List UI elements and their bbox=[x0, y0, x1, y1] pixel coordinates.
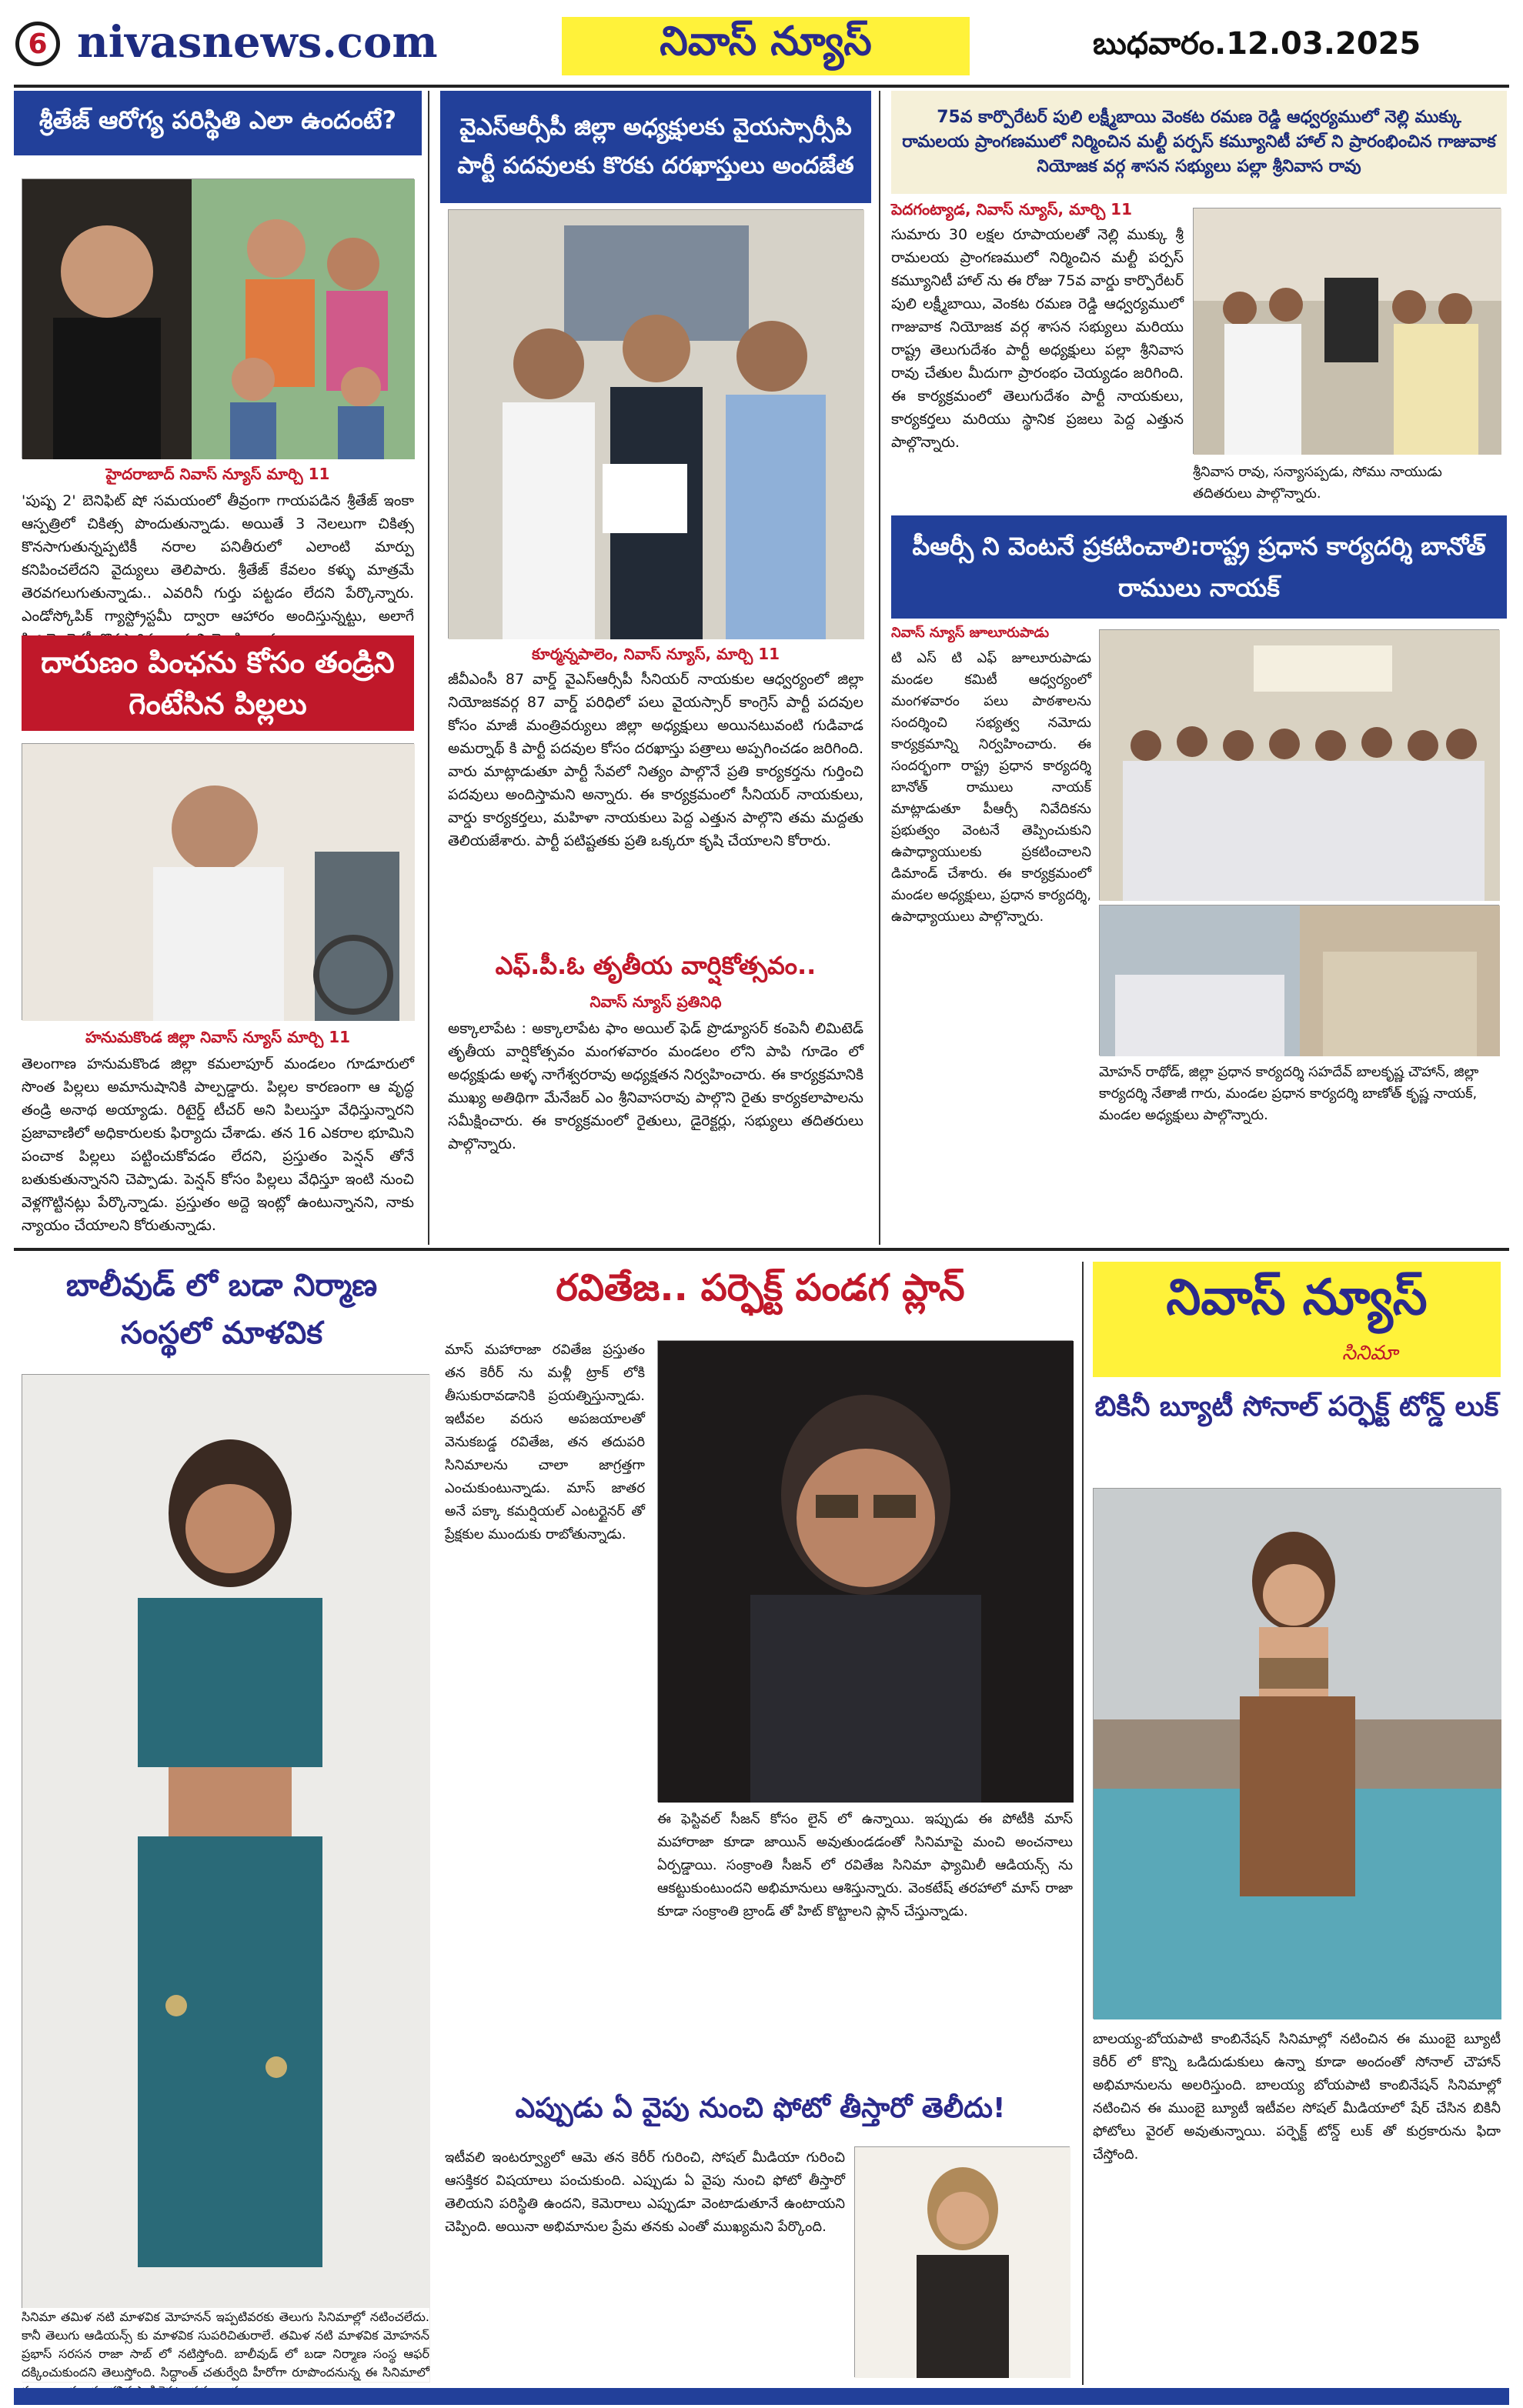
col1-headline: శ్రీతేజ్ ఆరోగ్య పరిస్థితి ఎలా ఉందంటే? bbox=[14, 91, 422, 155]
raviteja-photo bbox=[657, 1340, 1073, 1802]
cinema-headline-4: బికినీ బ్యూటీ సోనాల్ పర్ఫెక్ట్ టోన్డ్ లుక్ bbox=[1094, 1391, 1499, 1422]
elderly-man-art bbox=[22, 744, 415, 1021]
ysrcp-photo-art bbox=[449, 210, 864, 639]
col2-body-2: అక్కాలాపేట : అక్కాలాపేట ఫాం అయిల్ ఫెడ్ ప్రొడ్యూసర్ కంపెనీ లిమిటెడ్ తృతీయ వార్షికోత్సవం మంగళవారం మండలం లోని పాపి గూడెం లో అధ్యక్షుడు అళ్ళ నాగేశ్వరరావు అధ్యక్షతన నిర్వహించారు. ఈ కార్యక్రమానికి ముఖ్య అతిథిగా మేనేజర్ ఎం శ్రీనివాసరావు పాల్గొని రైతు కార్యకలాపాలను సమీక్షించారు. ఈ కార్యక్రమంలో రైతులు, డైరెక్టర్లు, సభ్యులు తదితరులు పాల్గొన్నారు. bbox=[448, 1020, 863, 1152]
page-number-badge bbox=[15, 22, 60, 66]
col2-headline-2: ఎఫ్.పీ.ఓ తృతీయ వార్షికోత్సవం.. bbox=[495, 951, 817, 980]
actress-photo bbox=[854, 2146, 1070, 2377]
raviteja-photo-art bbox=[658, 1341, 1074, 1803]
cinema-headline-1: బాలీవుడ్ లో బడా నిర్మాణ సంస్థలో మాళవిక bbox=[65, 1268, 378, 1351]
ysrcp-photo bbox=[448, 209, 863, 639]
col3-body: సుమారు 30 లక్షల రూపాయలతో నెల్లి ముక్కు శ్రీ రామలయ ప్రాంగణములో నిర్మించిన మల్టీ పర్పస్ కమ్యూనిటీ హాల్ ను ఈ రోజు 75వ వార్డు కార్పొరేటర్ పులి లక్ష్మీబాయి, వెంకట రమణ రెడ్డి ఆధ్వర్యములో గాజువాక నియోజక వర్గ శాసన సభ్యులు మరియు రాష్ట్ర తెలుగుదేశం పార్టీ అధ్యక్షులు పల్లా శ్రీనివాస రావు చేతుల మీదుగా ప్రారంభం చెయ్యడం జరిగింది. ఈ కార్యక్రమంలో తెలుగుదేశం పార్టీ నాయకులు, కార్యకర్తలు మరియు స్థానిక ప్రజలు పెద్ద ఎత్తున పాల్గొన్నారు. bbox=[891, 226, 1184, 451]
col1-dateline-2: హనుమకొండ జిల్లా నివాస్ న్యూస్ మార్చి 11 bbox=[85, 1028, 351, 1046]
col1-body-2: తెలంగాణ హనుమకొండ జిల్లా కమలాపూర్ మండలం గూడూరులో సొంత పిల్లలు అమానుషానికి పాల్పడ్డారు. పిల్లల కారణంగా ఆ వృద్ధ తండ్రి అనాథ అయ్యాడు. రిటైర్డ్ టీచర్ అని పిలుస్తూ వేధిస్తున్నారని ప్రజావాణిలో అధికారులకు ఫిర్యాదు చేశాడు. తన 16 ఎకరాల భూమిని పంచాక పిల్లలు పట్టించుకోవడం లేదని, ప్రస్తుతం పెన్షన్ తోనే బతుకుతున్నానని చెప్పాడు. పెన్షన్ కోసం పిల్లలు వేధిస్తూ ఇంటి నుంచి వెళ్లగొట్టినట్లు పేర్కొన్నాడు. ప్రస్తుతం అద్దె ఇంట్లో ఉంటున్నానని, నాకు న్యాయం చేయాలని కోరుతున్నాడు. bbox=[22, 1056, 414, 1234]
sritej-photo-art bbox=[22, 179, 415, 459]
cinema-body-2a: మాస్ మహారాజా రవితేజ ప్రస్తుతం తన కెరీర్ ను మళ్లీ ట్రాక్ లోకి తీసుకురావడానికి ప్రయత్నిస్తున్నాడు. ఇటీవల వరుస అపజయాలతో వెనుకబడ్డ రవితేజ, తన తదుపరి సినిమాలను చాలా జాగ్రత్తగా ఎంచుకుంటున్నాడు. మాస్ జాతర అనే పక్కా కమర్షియల్ ఎంటర్టైనర్ తో ప్రేక్షకుల ముందుకు రాబోతున్నాడు. bbox=[445, 1342, 645, 1543]
sritej-photo bbox=[22, 178, 414, 459]
masthead-box bbox=[562, 17, 970, 75]
col2-dateline: కూర్మన్నపాలెం, నివాస్ న్యూస్, మార్చి 11 bbox=[531, 645, 780, 663]
col3-body-2: టి ఎస్ టి ఎఫ్ జూలూరుపాడు మండల కమిటీ ఆధ్వర్యంలో మంగళవారం పలు పాఠశాలను సందర్శించి సభ్యత్వ నమోదు కార్యక్రమాన్ని నిర్వహించారు. ఈ సందర్భంగా రాష్ట్ర ప్రధాన కార్యదర్శి బానోత్ రాములు నాయక్ మాట్లాడుతూ పీఆర్సీ నివేదికను ప్రభుత్వం వెంటనే తెప్పించుకుని ఉపాధ్యాయులకు ప్రకటించాలని డిమాండ్ చేశారు. ఈ కార్యక్రమంలో మండల అధ్యక్షులు, ప్రధాన కార్యదర్శి, ఉపాధ్యాయులు పాల్గొన్నారు. bbox=[891, 650, 1091, 925]
cinema-masthead-sub: సినిమా bbox=[1341, 1342, 1398, 1365]
col3-headline: 75వ కార్పొరేటర్ పులి లక్ష్మీబాయి వెంకట రమణ రెడ్డి ఆధ్వర్యములో నెల్లి ముక్కు రామలయ ప్రాంగణములో నిర్మించిన మల్టీ పర్పస్ కమ్యూనిటీ హాల్ ని ప్రారంభించిన గాజువాక నియోజక వర్గ శాసన సభ్యులు పల్లా శ్రీనివాస రావు bbox=[891, 91, 1507, 194]
elderly-man-photo bbox=[22, 743, 414, 1020]
col3-dateline: పెదగంట్యాడ, నివాస్ న్యూస్, మార్చి 11 bbox=[891, 200, 1133, 218]
sonal-photo-art bbox=[1094, 1489, 1501, 2019]
col3-caption: శ్రీనివాస రావు, సన్యాసప్పడు, సోము నాయుడు తదితరులు పాల్గొన్నారు. bbox=[1193, 464, 1442, 502]
cinema-body-1: సినిమా తమిళ నటి మాళవిక మోహనన్ ఇప్పటివరకు తెలుగు సినిమాల్లో నటించలేదు. కానీ తెలుగు ఆడియన్స్ కు మాళవిక సుపరిచితురాలే. తమిళ నటి మాళవిక మోహనన్ ప్రభాస్ సరసన రాజా సాబ్ లో నటిస్తోంది. బాలీవుడ్ లో బడా నిర్మాణ సంస్థ ఆఫర్ దక్కించుకుందని తెలుస్తోంది. సిద్ధాంత్ చతుర్వేది హీరోగా రూపొందనున్న ఈ సినిమాలో bbox=[22, 2308, 429, 2382]
teachers-photo-2 bbox=[1099, 905, 1499, 1056]
col1-headline-2: దారుణం పింఛను కోసం తండ్రిని గెంటేసిన పిల్లలు bbox=[22, 635, 414, 731]
cinema-body-3: ఇటీవలి ఇంటర్వ్యూలో ఆమె తన కెరీర్ గురించి, సోషల్ మీడియా గురించి ఆసక్తికర విషయాలు పంచుకుంది. ఎప్పుడు ఏ వైపు నుంచి ఫోటో తీస్తారో తెలియని పరిస్థితి ఉందని, కెమెరాలు ఎప్పుడూ వెంటాడుతూనే ఉంటాయని చెప్పింది. అయినా అభిమానుల ప్రేమ తనకు ఎంతో ముఖ్యమని పేర్కొంది. bbox=[445, 2150, 845, 2235]
col2-body: జీవీఎంసీ 87 వార్డ్ వైఎస్ఆర్సీపీ సీనియర్ నాయకుల ఆధ్వర్యంలో జిల్లా నియోజకవర్గ 87 వార్డ్ పరిధిలో పలు వైయస్సార్ కాంగ్రెస్ పార్టీ పదవుల కోసం మాజీ మంత్రివర్యులు జిల్లా అధ్యక్షులు అయినటువంటి గుడివాడ అమర్నాథ్ కి పార్టీ పదవుల కోసం దరఖాస్తు పత్రాలు అప్పగించడం జరిగింది. వారు మాట్లాడుతూ పార్టీ సేవలో నిత్యం పాల్గొనే ప్రతి కార్యకర్తను గుర్తించి పదవులు అందిస్తామని అన్నారు. ఈ కార్యక్రమంలో సీనియర్ నాయకులు, వార్డు కార్యకర్తలు, మహిళా నాయకులు పెద్ద ఎత్తున పాల్గొని తమ మద్దతు తెలియజేశారు. పార్టీ పటిష్టతకు ప్రతి ఒక్కరూ కృషి చేయాలని కోరారు. bbox=[448, 671, 863, 849]
cinema-masthead-title: నివాస్ న్యూస్ bbox=[1166, 1269, 1428, 1326]
sonal-photo bbox=[1093, 1488, 1501, 2019]
cinema-headline-2: రవితేజ.. పర్ఫెక్ట్ పండగ ప్లాన్ bbox=[556, 1266, 965, 1309]
cinema-headline-3: ఎప్పుడు ఏ వైపు నుంచి ఫోటో తీస్తారో తెలీదు! bbox=[515, 2093, 1006, 2124]
header-bar bbox=[0, 0, 1523, 83]
page-number: 6 bbox=[28, 28, 48, 60]
col1-dateline-1: హైదరాబాద్ నివాస్ న్యూస్ మార్చి 11 bbox=[105, 465, 330, 483]
community-hall-photo bbox=[1193, 208, 1501, 454]
col3-caption-2: మోహన్ రాథోడ్, జిల్లా ప్రధాన కార్యదర్శి సహదేవ్ బాలకృష్ణ చౌహాన్, జిల్లా కార్యదర్శి నేతాజీ గారు, మండల ప్రధాన కార్యదర్శి బాణోత్ కృష్ణ నాయక్, మండల అధ్యక్షులు పాల్గొన్నారు. bbox=[1099, 1064, 1479, 1123]
issue-date: బుధవారం.12.03.2025 bbox=[1093, 26, 1421, 62]
malavika-photo bbox=[22, 1374, 429, 2382]
site-name: nivasnews.com bbox=[77, 17, 438, 68]
community-hall-art bbox=[1194, 208, 1501, 455]
actress-photo-art bbox=[855, 2147, 1070, 2378]
col3-headline-2: పీఆర్సీ ని వెంటనే ప్రకటించాలి:రాష్ట్ర ప్రధాన కార్యదర్శి బానోత్ రాములు నాయక్ bbox=[891, 515, 1507, 619]
cinema-body-2b: ఈ ఫెస్టివల్ సీజన్ కోసం లైన్ లో ఉన్నాయి. ఇప్పుడు ఈ పోటీకి మాస్ మహారాజా కూడా జాయిన్ అవుతుండడంతో సినిమాపై మంచి అంచనాలు ఏర్పడ్డాయి. సంక్రాంతి సీజన్ లో రవితేజ సినిమా ఫ్యామిలీ ఆడియన్స్ ను ఆకట్టుకుంటుందని అభిమానులు ఆశిస్తున్నారు. వెంకటేష్ తరహాలో మాస్ రాజా కూడా సంక్రాంతి బ్రాండ్ తో హిట్ కొట్టాలని ప్లాన్ చేస్తున్నాడు. bbox=[657, 1811, 1073, 1919]
cinema-masthead bbox=[1093, 1262, 1501, 1377]
malavika-photo-art bbox=[22, 1375, 430, 2383]
col2-byline-2: నివాస్ న్యూస్ ప్రతినిధి bbox=[589, 992, 722, 1011]
col3-dateline-2: నివాస్ న్యూస్ జూలూరుపాడు bbox=[891, 625, 1050, 641]
footer-band bbox=[14, 2388, 1509, 2405]
teachers-photo-1-art bbox=[1100, 630, 1500, 901]
teachers-photo-2-art bbox=[1100, 906, 1500, 1056]
col1-body-1: 'పుష్ప 2' బెనిఫిట్ షో సమయంలో తీవ్రంగా గాయపడిన శ్రీతేజ్ ఇంకా ఆస్పత్రిలో చికిత్స పొందుతున్నాడు. అయితే 3 నెలలుగా చికిత్స కొనసాగుతున్నప్పటికీ నరాల పనితీరులో ఎలాంటి మార్పు కనిపించలేదని వైద్యులు తెలిపారు. శ్రీతేజ్ కేవలం కళ్ళు మాత్రమే తెరవగలుగుతున్నాడు.. ఎవరినీ గుర్తు పట్టడం లేదని పేర్కొన్నారు. ఎండోస్కోపిక్ గ్యాస్ట్రోస్టమీ ద్వారా ఆహారం అందిస్తున్నట్టు, అలాగే bbox=[22, 492, 414, 625]
masthead-title: నివాస్ న్యూస్ bbox=[660, 18, 872, 65]
teachers-photo-1 bbox=[1099, 629, 1499, 900]
cinema-body-4: బాలయ్య-బోయపాటి కాంబినేషన్ సినిమాల్లో నటించిన ఈ ముంబై బ్యూటీ కెరీర్ లో కొన్ని ఒడిదుడుకులు ఉన్నా కూడా అందంతో సోనాల్ చౌహాన్ అభిమానులను అలరిస్తుంది. బాలయ్య బోయపాటి కాంబినేషన్ సినిమాల్లో నటించిన ఈ ముంబై బ్యూటీ ఇటీవల సోషల్ మీడియాలో షేర్ చేసిన బికినీ ఫోటోలు వైరల్ అవుతున్నాయి. పర్ఫెక్ట్ టోన్డ్ లుక్ తో కుర్రకారును ఫిదా చేస్తోంది. bbox=[1093, 2031, 1501, 2163]
col2-headline: వైఎస్ఆర్సీపీ జిల్లా అధ్యక్షులకు వైయస్సార్సీపి పార్టీ పదవులకు కొరకు దరఖాస్తులు అందజేత bbox=[440, 91, 871, 203]
